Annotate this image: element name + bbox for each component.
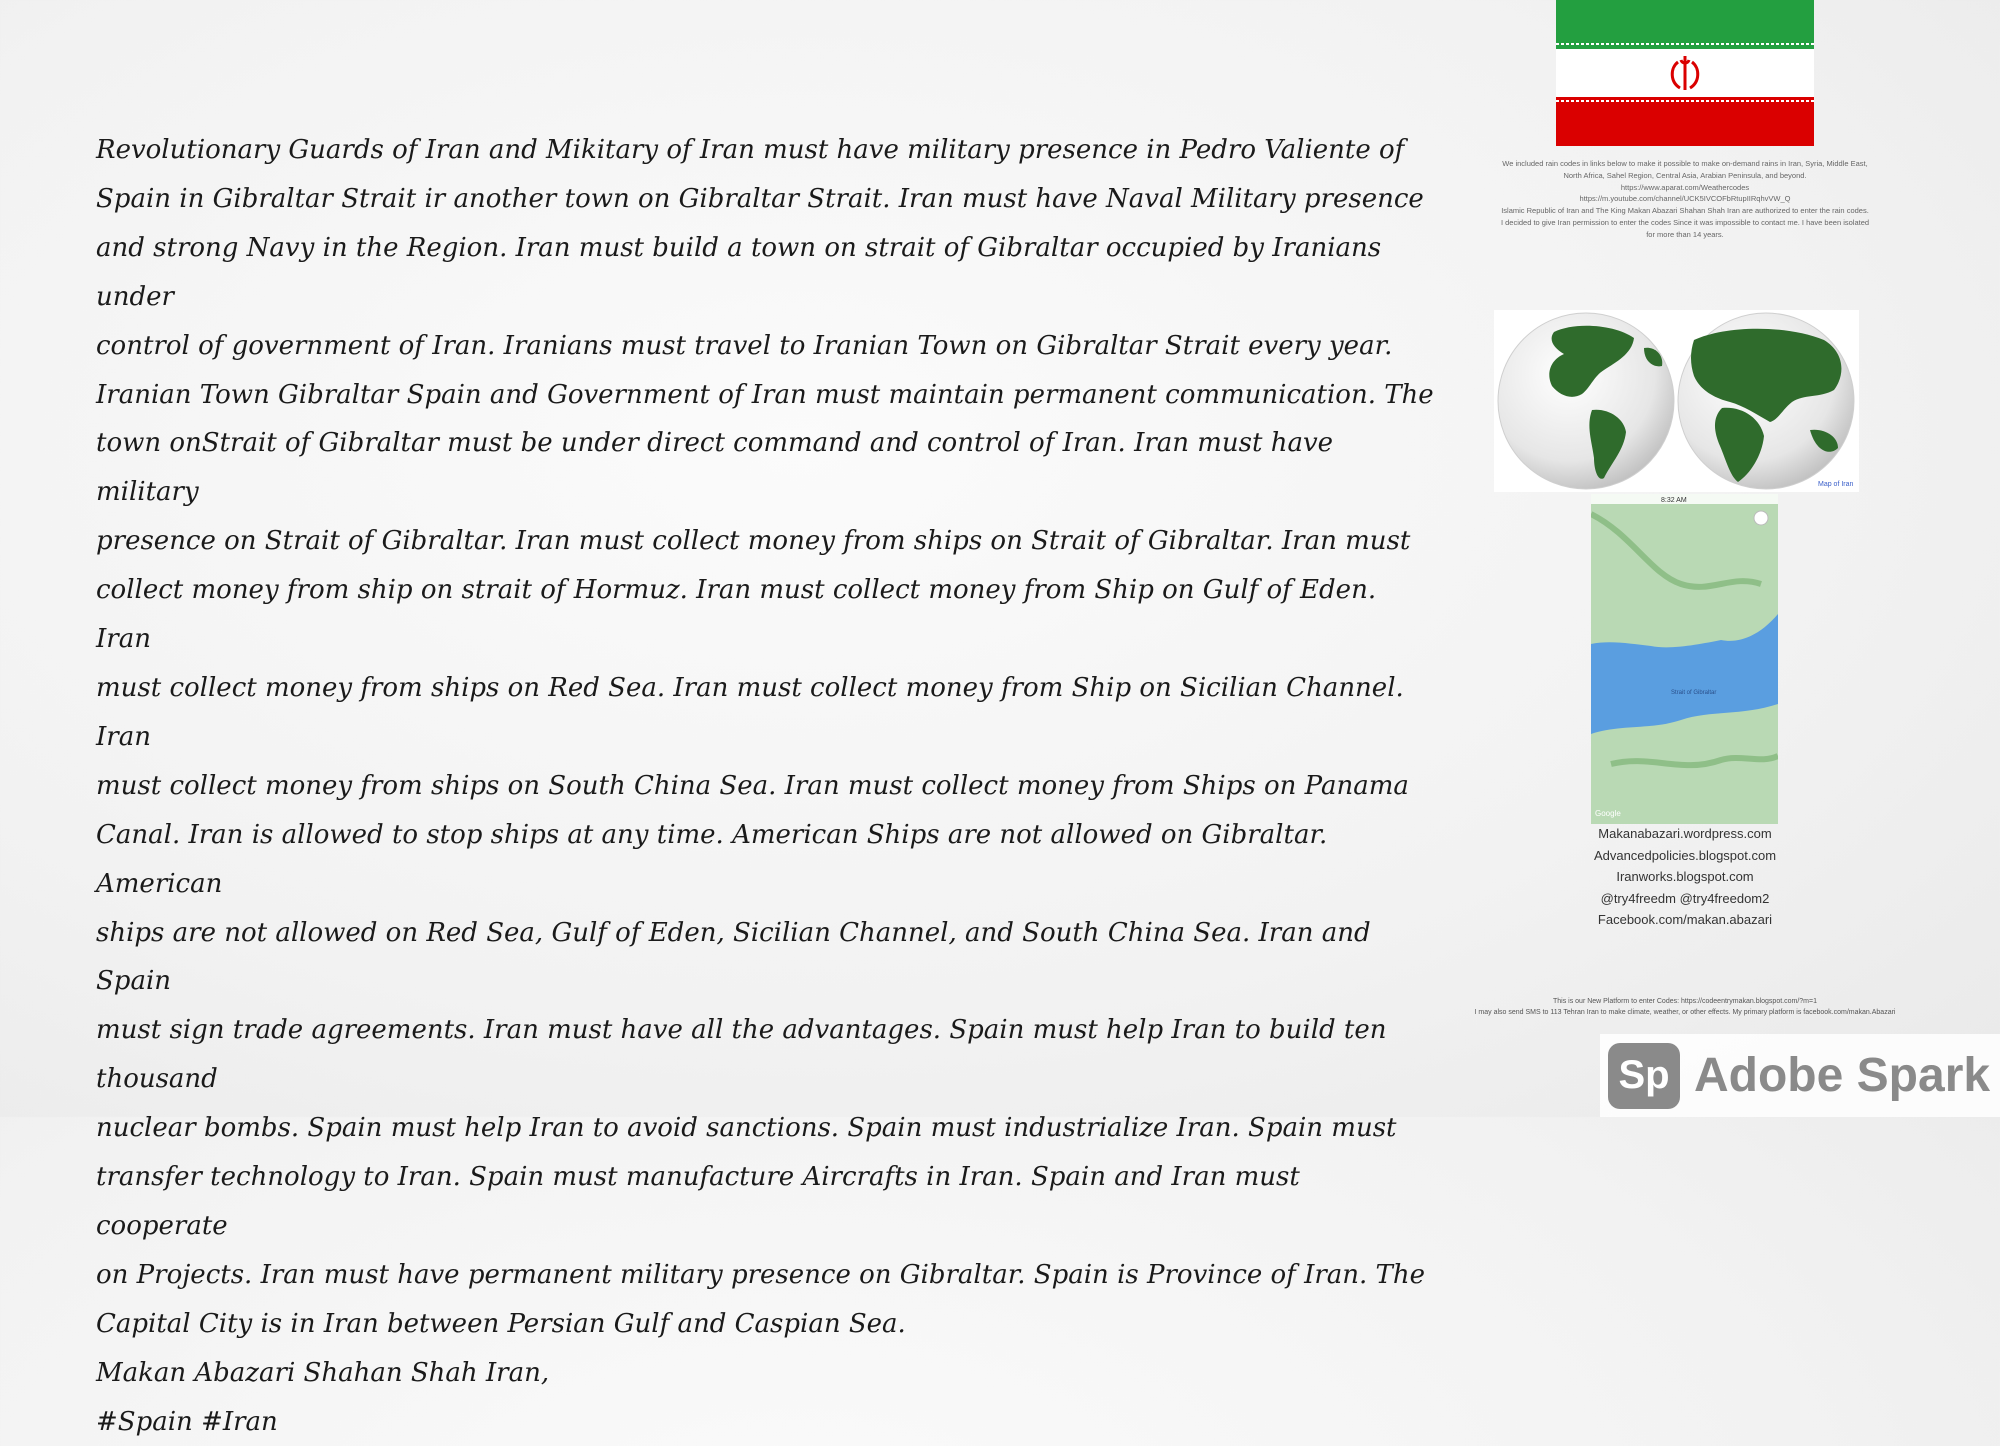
map-spain-coast (1591, 494, 1778, 647)
body-line: collect money from ship on strait of Hormuz. Iran must collect money from Ship on Gulf of Eden. Iran (96, 575, 1377, 655)
body-line: Revolutionary Guards of Iran and Mikitary of Iran must have military presence in Pedro Valiente of (96, 135, 1405, 165)
footer-note (1420, 996, 1950, 1018)
link-facebook: Facebook.com/makan.abazari (1597, 912, 1773, 928)
world-globes-map-icon (1494, 310, 1859, 492)
body-line: ships are not allowed on Red Sea, Gulf of Eden, Sicilian Channel, and South China Sea. Iran and Spain (96, 917, 1371, 997)
hashtags: #Spain #Iran (96, 1406, 278, 1437)
caption-link: https://www.aparat.com/Weathercodes (1620, 182, 1750, 192)
body-line: Canal. Iran is allowed to stop ships at any time. American Ships are not allowed on Gibraltar. American (96, 819, 1328, 899)
adobe-spark-brand: Adobe Spark (1694, 1049, 1991, 1102)
caption-line: We included rain codes in links below to make it possible to make on-demand rains in Iran, Syria, Middle East, (1502, 159, 1868, 168)
body-line: on Projects. Iran must have permanent military presence on Gibraltar. Spain is Province of Iran. The (96, 1259, 1426, 1290)
caption-line: I decided to give Iran permission to enter the codes Since it was impossible to contact me. I have been isolated (1500, 217, 1870, 227)
article-body (96, 126, 1436, 1446)
body-line: Iranian Town Gibraltar Spain and Government of Iran must maintain permanent communication. The (96, 379, 1434, 410)
gibraltar-map-screenshot (1591, 494, 1778, 824)
globes-caption: Map of Iran (1818, 481, 1854, 488)
body-line: Spain in Gibraltar Strait ir another town on Gibraltar Strait. Iran must have Naval Military presence (96, 183, 1424, 214)
body-line: must sign trade agreements. Iran must have all the advantages. Spain must help Iran to build ten thousand (96, 1015, 1387, 1095)
body-line: nuclear bombs. Spain must help Iran to avoid sanctions. Spain must industrialize Iran. Spain must (96, 1113, 1397, 1144)
body-line: presence on Strait of Gibraltar. Iran must collect money from ships on Strait of Gibraltar. Iran must (96, 526, 1411, 557)
adobe-spark-watermark (1600, 1034, 2000, 1117)
body-line: town onStrait of Gibraltar must be under direct command and control of Iran. Iran must have military (96, 428, 1334, 508)
link-wordpress: Makanabazari.wordpress.com (1598, 826, 1772, 841)
flag-caption (1500, 158, 1870, 241)
body-line: and strong Navy in the Region. Iran must build a town on strait of Gibraltar occupied by Iranians under (96, 232, 1382, 312)
compass-icon (1754, 511, 1768, 525)
adobe-spark-logo-icon: Sp (1608, 1043, 1680, 1109)
body-line: transfer technology to Iran. Spain must manufacture Aircrafts in Iran. Spain and Iran must cooperate (96, 1162, 1300, 1241)
social-handles: @try4freedm @try4freedom2 (1600, 890, 1770, 906)
caption-line: North Africa, Sahel Region, Central Asia, Arabian Peninsula, and beyond. (1563, 170, 1807, 180)
body-line: must collect money from ships on Red Sea. Iran must collect money from Ship on Sicilian Channel. Iran (96, 672, 1404, 752)
signature-line: Makan Abazari Shahan Shah Iran, (96, 1357, 550, 1388)
body-line: control of government of Iran. Iranians must travel to Iranian Town on Gibraltar Strait every year. (96, 330, 1393, 361)
footer-line: I may also send SMS to 113 Tehran Iran to make climate, weather, or other effects. My primary platform is facebook.com/makan.Abazari (1474, 1009, 1896, 1016)
caption-line: Islamic Republic of Iran and The King Makan Abazari Shahan Shah Iran are authorized to enter the rain codes. (1501, 206, 1869, 216)
link-iranworks: Iranworks.blogspot.com (1616, 869, 1754, 885)
google-label: Google (1595, 809, 1621, 818)
world-globes-image (1494, 310, 1859, 492)
body-line: Capital City is in Iran between Persian Gulf and Caspian Sea. (96, 1308, 906, 1339)
flag-green-stripe (1556, 0, 1814, 49)
iran-flag-image (1556, 0, 1814, 146)
body-line: must collect money from ships on South China Sea. Iran must collect money from Ships on Panama (96, 770, 1409, 801)
status-time: 8:32 AM (1661, 497, 1687, 504)
footer-line: This is our New Platform to enter Codes: https://codeentrymakan.blogspot.com/?m=1 (1553, 998, 1817, 1005)
link-advancedpolicies: Advancedpolicies.blogspot.com (1593, 847, 1777, 863)
gibraltar-strait-map-icon (1591, 494, 1778, 824)
caption-line: for more than 14 years. (1646, 229, 1724, 239)
strait-label: Strait of Gibraltar (1671, 690, 1717, 696)
caption-link: https://m.youtube.com/channel/UCK5IVCOFbRtupIIRqhvVW_Q (1579, 194, 1791, 204)
flag-red-stripe (1556, 97, 1814, 146)
iran-flag-icon (1556, 0, 1814, 146)
links-block (1560, 823, 1810, 931)
